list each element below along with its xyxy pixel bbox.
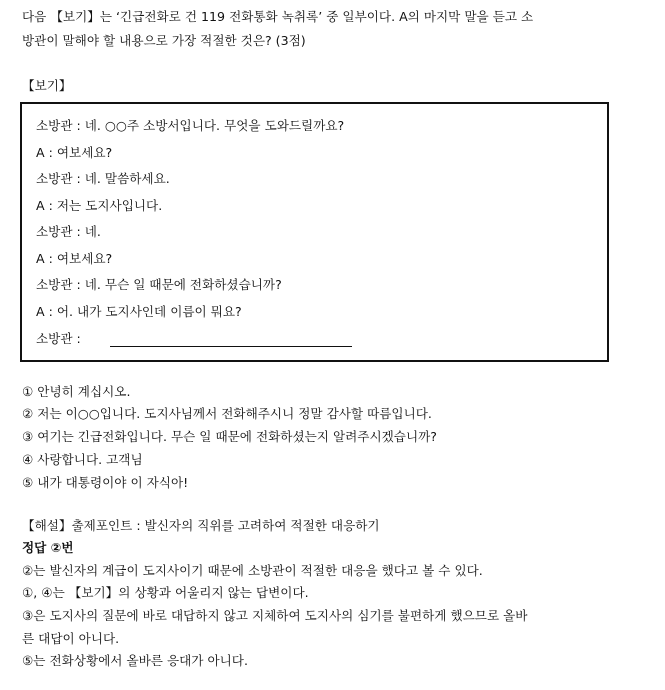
explanation-line: 른 대답이 아니다. bbox=[22, 631, 120, 646]
answer-line: 정답 ②번 bbox=[22, 540, 74, 555]
choice-3: ③ 여기는 긴급전화입니다. 무슨 일 때문에 전화하셨는지 알려주시겠습니까? bbox=[22, 429, 437, 444]
transcript-line: A : 저는 도지사입니다. bbox=[36, 198, 163, 213]
transcript-line: A : 여보세요? bbox=[36, 145, 113, 160]
question-line-1: 다음 【보기】는 ‘긴급전화로 건 119 전화통화 녹취록’ 중 일부이다. A의 마지막 말을 듣고 소 bbox=[22, 9, 534, 24]
transcript-line: 소방관 : 네. 무슨 일 때문에 전화하셨습니까? bbox=[36, 277, 282, 292]
explanation-line: ⑤는 전화상황에서 올바른 응대가 아니다. bbox=[22, 653, 248, 668]
transcript-line: A : 어. 내가 도지사인데 이름이 뭐요? bbox=[36, 304, 242, 319]
question-line-2: 방관이 말해야 할 내용으로 가장 적절한 것은? (3점) bbox=[22, 33, 306, 48]
transcript-box bbox=[20, 102, 609, 362]
transcript-line: 소방관 : bbox=[36, 331, 81, 346]
transcript-line: 소방관 : 네. bbox=[36, 224, 101, 239]
explanation-line: ②는 발신자의 계급이 도지사이기 때문에 소방관이 적절한 대응을 했다고 볼 수 있다. bbox=[22, 563, 483, 578]
choice-4: ④ 사랑합니다. 고객님 bbox=[22, 452, 143, 467]
answer-blank-line bbox=[110, 346, 352, 347]
transcript-line: 소방관 : 네. ○○주 소방서입니다. 무엇을 도와드릴까요? bbox=[36, 118, 345, 133]
choice-2: ② 저는 이○○입니다. 도지사님께서 전화해주시니 정말 감사할 따름입니다. bbox=[22, 406, 432, 421]
transcript-line: 소방관 : 네. 말씀하세요. bbox=[36, 171, 170, 186]
explanation-header: 【해설】출제포인트 : 발신자의 직위를 고려하여 적절한 대응하기 bbox=[22, 518, 380, 533]
explanation-line: ①, ④는 【보기】의 상황과 어울리지 않는 답변이다. bbox=[22, 585, 309, 600]
transcript-line: A : 여보세요? bbox=[36, 251, 113, 266]
choice-5: ⑤ 내가 대통령이야 이 자식아! bbox=[22, 475, 189, 490]
explanation-line: ③은 도지사의 질문에 바로 대답하지 않고 지체하여 도지사의 심기를 불편하게 했으므로 올바 bbox=[22, 608, 528, 623]
choice-1: ① 안녕히 계십시오. bbox=[22, 384, 131, 399]
bogi-label: 【보기】 bbox=[22, 78, 72, 93]
